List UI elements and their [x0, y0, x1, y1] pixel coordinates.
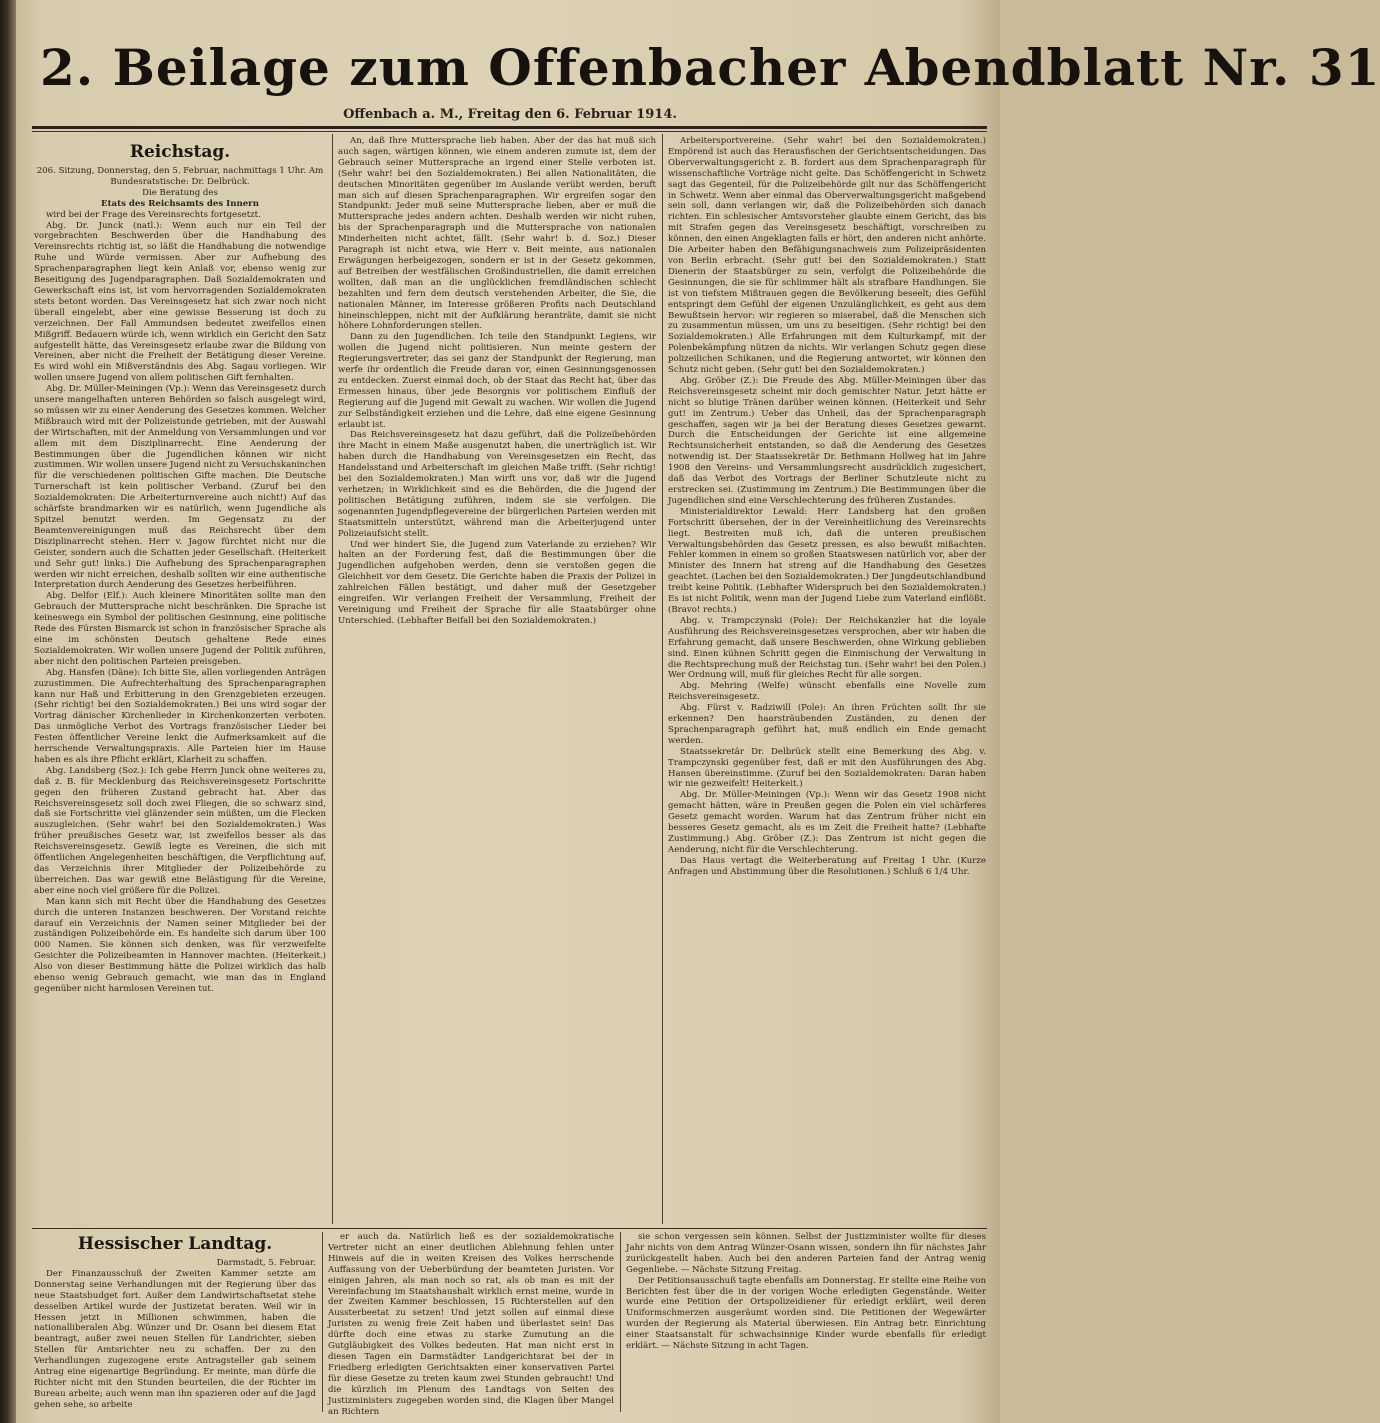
masthead-rule: [32, 126, 987, 129]
agenda-line: Die Beratung des: [142, 187, 218, 198]
reichstag-heading: Reichstag.: [129, 142, 231, 162]
article-paragraph: Abg. Dr. Müller-Meiningen (Vp.): Wenn das Vereinsgesetz durch unsere mangelhaften unteren Behörden so falsch ausgelegt wird, so müssen wir zu einer Aenderung des Gesetzes kommen. Welcher Mißbrauch wird mit der Polizeistunde getrieben, mit der Auswahl der Wirtschaften, mit der Anmeldung von Versammlungen und vor allem mit dem Disziplinarrecht. Eine Aenderung der Bestimmungen über die Jugendlichen können wir nicht zustimmen. Wir wollen unsere Jugend nicht zu Versuchskaninchen für die verschiedenen politischen Gifte machen. Die Deutsche Turnerschaft ist kein politischer Verband. (Zuruf bei den Sozialdemokraten: Die Arbeiterturnvereine auch nicht!) Auf das schärfste brandmarken wir es natürlich, wenn Jugendliche als Spitzel benutzt werden. Im Gegensatz zu der Beamtenvereinigungen muß das Reichsrecht über dem Disziplinarrecht stehen. Herr v. Jagow fürchtet nicht nur die Geister, sondern auch die Schatten jeder Gesellschaft. (Heiterkeit und Sehr gut! links.) Die Aufhebung des Sprachenparagraphen werden wir nicht erreichen, deshalb sollten wir eine authentische Interpretation durch Aenderung des Gesetzes herbeiführen.: [34, 384, 326, 591]
article-paragraph: wird bei der Frage des Vereinsrechts fortgesetzt.: [46, 209, 261, 220]
article-paragraph: er auch da. Natürlich ließ es der sozialdemokratische Vertreter nicht an einer deutlichen Ablehnung fehlen unter Hinweis auf die in weiten Kreisen des Volkes herrschende Auffassung von der Ueberbürdung der beamteten Juristen. Vor einigen Jahren, als man noch so rat, als ob man es mit der Vereinfachung im Staatshaushalt wirklich ernst meine, wurde in der Zweiten Kammer beschlossen, 15 Richterstellen auf den Aussterbeetat zu setzen! Und jetzt sollen auf einmal diese Juristen zu wenig freie Zeit haben und überlastet sein! Das dürfte doch eine etwas zu starke Zumutung an die Gutgläubigkeit des Volkes bedeuten. Hat man nicht erst in diesen Tagen ein Darmstädter Landgerichtsrat bei der in Friedberg erledigten Gerichtsakten einer konservativen Partei für diese Gesetze zu treten kaum zwei Stunden gebraucht! Und die kürzlich im Plenum des Landtags von Seiten des Justizministers zugegeben worden sind, die Klagen über Mangel an Richtern: [328, 1232, 614, 1417]
article-paragraph: Das Haus vertagt die Weiterberatung auf Freitag 1 Uhr. (Kurze Anfragen und Abstimmung über die Resolutionen.) Schluß 6 1/4 Uhr.: [668, 855, 986, 877]
article-paragraph: Dann zu den Jugendlichen. Ich teile den Standpunkt Legiens, wir wollen die Jugend nicht politisieren. Nun meinte gestern der Regierungsvertreter, das sei ganz der Standpunkt der Regierung, man werfe ihr ordentlich die Freude daran vor, einen Gesinnungsgenossen zu entdecken. Zuerst einmal doch, ob der Staat das Recht hat, über das Ermessen hinaus, über jede Besorgnis vor politischem Einfluß der Regierung auf die Jugend mit Gewalt zu wachen. Wir wollen die Jugend zur Selbständigkeit erziehen und die Lehre, daß eine eigene Gesinnung erlaubt ist.: [338, 332, 656, 430]
agenda-subheading: Etats des Reichsamts des Innern: [101, 198, 259, 209]
article-paragraph: Abg. v. Trampczynski (Pole): Der Reichskanzler hat die loyale Ausführung des Reichsvereinsgesetzes versprochen, aber wir haben die Erfahrung gemacht, daß unsere Beschwerden, ohne Wirkung geblieben sind. Einen kühnen Schritt gegen die Einmischung der Verwaltung in die Rechtsprechung muß der Reichstag tun. (Sehr wahr! bei den Polen.) Wer Ordnung will, muß für gleiches Recht für alle sorgen.: [668, 615, 986, 681]
session-info: 206. Sitzung, Donnerstag, den 5. Februar, nachmittags 1 Uhr. Am Bundesratstische: Dr. Delbrück.: [36, 166, 324, 187]
article-paragraph: Abg. Dr. Junck (natl.): Wenn auch nur ein Teil der vorgebrachten Beschwerden über die Handhabung des Vereinsrechts richtig ist, so läßt die Handhabung die notwendige Ruhe und Würde vermissen. Aber zur Aufhebung des Sprachenparagraphen liegt kein Anlaß vor, ebenso wenig zur Beseitigung des Jugendparagraphen. Daß Sozialdemokraten und Gewerkschaft eins ist, ist vom hervorragenden Sozialdemokraten stets betont worden. Das Vereinsgesetz hat sich zwar noch nicht überall eingelebt, aber eine gewisse Besserung ist doch zu verzeichnen. Der Fall Ammundsen bedeutet zweifellos einen Mißgriff. Bedauern würde ich, wenn wirklich ein Gericht den Satz aufgestellt hätte, das Vereinsgesetz erlaube zwar die Bildung von Vereinen, aber nicht die Freiheit der Betätigung dieser Vereine. Es wird wohl ein Mißverständnis des Abg. Sagau vorliegen. Wir wollen unsere Jugend von allem politischen Gift fernhalten.: [34, 220, 326, 384]
article-paragraph: Arbeitersportvereine. (Sehr wahr! bei den Sozialdemokraten.) Empörend ist auch das Herausfischen der Gerichtsentscheidungen. Das Oberverwaltungsgericht z. B. fordert aus dem Sprachenparagraph für wissenschaftliche Vorträge nicht gelte. Das Schöffengericht in Schwetz sagt das Gegenteil, für die Polizeibehörde gilt nur das Schöffengericht in Schwetz. Wenn aber einmal das Oberverwaltungsgericht maßgebend sein soll, dann verlangen wir, daß die Polizeibehörden sich danach richten. Ein schlesischer Amtsvorsteher glaubte einem Gericht, das bis mit Strafen gegen das Vereinsgesetz beschäftigt, vorschreiben zu können, den einen Angeklagten falls er hört, den anderen nicht anhörte. Die Arbeiter haben den Befähigungsnachweis zum Polizeipräsidenten von Berlin erbracht. (Sehr gut! bei den Sozialdemokraten.) Statt Dienerin der Staatsbürger zu sein, verfolgt die Polizeibehörde die Gesinnungen, die sie für schlimmer hält als strafbare Handlungen. Sie ist von tiefstem Mißtrauen gegen die Bevölkerung beseelt; dies Gefühl entspringt dem Gefühl der eigenen Unzulänglichkeit, es geht aus dem Bewußtsein hervor: wir regieren so miserabel, daß die Menschen sich zu zusammentun müssen, um uns zu beseitigen. (Sehr richtig! bei den Sozialdemokraten.) Alle Erfahrungen mit dem Kulturkampf, mit der Polenbekämpfung nützen da nichts. Wir verlangen Schutz gegen diese polizeilichen Schikanen, und die Regierung antwortet, wir können den Schutz nicht geben. (Sehr gut! bei den Sozialdemokraten.): [668, 136, 986, 376]
article-paragraph: Staatssekretär Dr. Delbrück stellt eine Bemerkung des Abg. v. Trampczynski gegenüber fest, daß er mit den Ausführungen des Abg. Hansen übereinstimme. (Zuruf bei den Sozialdemokraten: Daran haben wir nie gezweifelt! Heiterkeit.): [668, 746, 986, 790]
reichstag-column-1: [34, 136, 326, 1224]
article-paragraph: Ministerialdirektor Lewald: Herr Landsberg hat den großen Fortschritt übersehen, der in der Vereinheitlichung des Vereinsrechts liegt. Bestreiten muß ich, daß die unteren preußischen Verwaltungsbehörden das Gesetz pressen, es also bewußt mißachten. Fehler kommen in einem so großen Staatswesen natürlich vor, aber der Minister des Innern hat streng auf die Handhabung des Gesetzes geachtet. (Lachen bei den Sozialdemokraten.) Der Jungdeutschlandbund treibt keine Politik. (Lebhafter Widerspruch bei den Sozialdemokraten.) Es ist nicht Politik, wenn man der Jugend Liebe zum Vaterland einflößt. (Bravo! rechts.): [668, 506, 986, 615]
article-paragraph: Abg. Hansfen (Däne): Ich bitte Sie, allen vorliegenden Anträgen zuzustimmen. Die Aufrechterhaltung des Sprachenparagraphen kann nur Haß und Erbitterung in den Grenzgebieten erzeugen. (Sehr richtig! bei den Sozialdemokraten.) Bei uns wird sogar der Vortrag dänischer Kirchenlieder in Kirchenkonzerten verboten. Das unmögliche Verbot des Vortrags französischer Lieder bei Festen öffentlicher Vereine lenkt die Aufmerksamkeit auf die herrschende Verwaltungspraxis. Alle Parteien hier im Hause haben es als ihre Pflicht erklärt, Klarheit zu schaffen.: [34, 667, 326, 765]
article-paragraph: Man kann sich mit Recht über die Handhabung des Gesetzes durch die unteren Instanzen beschweren. Der Vorstand reichte darauf ein Verzeichnis der Namen seiner Mitglieder bei der zuständigen Polizeibehörde ein. Es handelte sich darum über 100 000 Namen. Sie können sich denken, was für verzweifelte Gesichter die Polizeibeamten in Hannover machten. (Heiterkeit.) Also von dieser Bestimmung hätte die Polizei wirklich das halb ebenso wenig Gebrauch gemacht, wie man das in England gegenüber nicht harmlosen Vereinen tut.: [34, 896, 326, 994]
article-paragraph: Abg. Fürst v. Radziwill (Pole): An ihren Früchten sollt Ihr sie erkennen? Den haarsträubenden Zuständen, zu denen der Sprachenparagraph geführt hat, muß endlich ein Ende gemacht werden.: [668, 703, 986, 746]
article-paragraph: Abg. Delfor (Elf.): Auch kleinere Minoritäten sollte man den Gebrauch der Muttersprache nicht beschränken. Die Sprache ist keineswegs ein Symbol der politischen Gesinnung, eine politische Rede des Fürsten Bismarck ist schon in französischer Sprache als eine im schönsten Deutsch gehaltene Rede eines Sozialdemokraten. Wir wollen unsere Jugend der Politik zuführen, aber nicht den politischen Parteien preisgeben.: [34, 591, 326, 667]
article-paragraph: sie schon vergessen sein können. Selbst der Justizminister wollte für dieses Jahr nichts von dem Antrag Wünzer-Osann wissen, sondern ihn für nächstes Jahr zurückgestellt haben. Auch bei den anderen Parteien fand der Antrag wenig Gegenliebe. — Nächste Sitzung Freitag.: [626, 1232, 986, 1275]
article-paragraph: Und wer hindert Sie, die Jugend zum Vaterlande zu erziehen? Wir halten an der Forderung fest, daß die Bestimmungen über die Jugendlichen aufgehoben werden, denn sie verstoßen gegen die Gleichheit vor dem Gesetz. Die Gerichte haben die Praxis der Polizei in zahlreichen Fällen bestätigt, und daher muß der Gesetzgeber eingreifen. Wir verlangen Freiheit der Versammlung, Freiheit der Vereinigung und Freiheit der Sprache für alle Staatsbürger ohne Unterschied. (Lebhafter Beifall bei den Sozialdemokraten.): [338, 539, 656, 626]
column-rule: [662, 134, 663, 1224]
reichstag-column-3: [668, 136, 986, 1224]
article-paragraph: Abg. Mehring (Welfe) wünscht ebenfalls eine Novelle zum Reichsvereinsgesetz.: [668, 681, 986, 703]
article-paragraph: Abg. Dr. Müller-Meiningen (Vp.): Wenn wir das Gesetz 1908 nicht gemacht hätten, wäre in Preußen gegen die Polen ein viel schärferes Gesetz gemacht worden. Warum hat das Zentrum früher nicht ein besseres Gesetz gemacht, als es im Zeit die Freiheit hatte? (Lebhafte Zustimmung.) Abg. Gröber (Z.): Das Zentrum ist nicht gegen die Aenderung, nicht für die Verschlechterung.: [668, 790, 986, 855]
masthead-dateline: Offenbach a. M., Freitag den 6. Februar 1914.: [343, 107, 677, 122]
article-paragraph: Das Reichsvereinsgesetz hat dazu geführt, daß die Polizeibehörden ihre Macht in einem Maße ausgenutzt haben, die unerträglich ist. Wir haben durch die Handhabung von Vereinsgesetzen ein Recht, das Handelsstand und Arbeiterschaft im gleichen Maße trifft. (Sehr richtig! bei den Sozialdemokraten.) Man wirft uns vor, daß wir die Jugend verhetzen; in Wirklichkeit sind es die Behörden, die die Jugend der politischen Betätigung zuführen, indem sie sie verfolgen. Die sogenannten Jugendpflegevereine der bürgerlichen Parteien werden mit Staatsmitteln unterstützt, während man die Arbeiterjugend unter Polizeiaufsicht stellt.: [338, 430, 656, 539]
reichstag-column-2: [338, 136, 656, 1224]
landtag-column-3: [626, 1232, 986, 1412]
article-paragraph: Abg. Landsberg (Soz.): Ich gebe Herrn Junck ohne weiteres zu, daß z. B. für Mecklenburg das Reichsvereinsgesetz Fortschritte gegen den früheren Zustand gebracht hat. Aber das Reichsvereinsgesetz soll doch zwei Fliegen, die so schwarz sind, daß sie Fortschritte viel glänzender sein müßten, um die Flecken auszugleichen. (Sehr wahr! bei den Sozialdemokraten.) Was früher preußisches Gesetz war, ist zweifellos besser als das Reichsvereinsgesetz. Gewiß legte es Vereinen, die sich mit öffentlichen Angelegenheiten beschäftigen, die Verpflichtung auf, das Verzeichnis ihrer Mitglieder der Polizeibehörde zu überreichen. Das war gewiß eine Belästigung für die Vereine, aber eine noch viel größere für die Polizei.: [34, 765, 326, 896]
article-paragraph: An, daß Ihre Muttersprache lieb haben. Aber der das hat muß sich auch sagen, wärtigen können, wie einem anderen zumute ist, dem der Gebrauch seiner Muttersprache an irgend einer Stelle verboten ist. (Sehr wahr! bei den Sozialdemokraten.) Bei allen Nationalitäten, die deutschen Minoritäten gegenüber im Auslande verübt werden, beruft man sich auf diesen Sprachenparagraphen. Wir ergreifen sogar den Standpunkt: Jeder muß seine Muttersprache lieben, aber er muß die Muttersprache jedes andern achten. Deshalb werden wir nicht ruhen, bis der Sprachenparagraph und die Muttersprache von nationalen Minderheiten nicht achtet, fällt. (Sehr wahr! b. d. Soz.) Dieser Paragraph ist nicht etwa, wie Herr v. Beit meinte, aus nationalen Erwägungen herbeigezogen, sondern er ist in der Gesetz gekommen, auf Betreiben der westfälischen Großindustriellen, die damit erreichen wollten, daß man an die unglücklichen fremdländischen schlecht bezahlten und fern dem deutsch verstehenden Arbeiter, die Sie, die nationalen Männer, im Interesse größeren Profits nach Deutschland hineinschleppen, nicht mit der Aufklärung heranträte, damit sie nicht höhere Lohnforderungen stellen.: [338, 136, 656, 332]
section-rule: [32, 1228, 987, 1229]
column-rule: [620, 1232, 621, 1412]
binding-edge: [0, 0, 16, 1423]
landtag-column-2: [328, 1232, 614, 1417]
column-rule: [322, 1232, 323, 1412]
masthead-rule-thin: [32, 131, 987, 132]
landtag-column-1: [34, 1232, 316, 1412]
masthead-title: 2. Beilage zum Offenbacher Abendblatt Nr. 31: [40, 38, 1380, 97]
landtag-dateline: Darmstadt, 5. Februar.: [216, 1258, 316, 1268]
landtag-heading: Hessischer Landtag.: [77, 1234, 273, 1254]
article-paragraph: Abg. Gröber (Z.): Die Freude des Abg. Müller-Meiningen über das Reichsvereinsgesetz scheint mir doch gemischter Natur. Jetzt hätte er nicht so blutige Tränen darüber weinen können. (Heiterkeit und Sehr gut! im Zentrum.) Ueber das Unheil, das der Sprachenparagraph geschaffen, sagen wir ja bei der Beratung dieses Gesetzes gewarnt. Durch die Entscheidungen der Gerichte ist eine allgemeine Rechtsunsicherheit entstanden, so daß die Aenderung des Gesetzes notwendig ist. Der Staatssekretär Dr. Bethmann Hollweg hat im Jahre 1908 den Vereins- und Versammlungsrecht ausdrücklich zugesichert, daß das Verbot des Vortrags der Berliner Schutzleute nicht zu erstrecken sei. (Zustimmung im Zentrum.) Die Bestimmungen über die Jugendlichen sind eine Verschlechterung des früheren Zustandes.: [668, 375, 986, 506]
article-paragraph: Der Finanzausschuß der Zweiten Kammer setzte am Donnerstag seine Verhandlungen mit der Regierung über das neue Staatsbudget fort. Außer dem Landwirtschaftsetat stehe desselben Artikel wurde der Justizetat beraten. Weil wir in Hessen jetzt in Millionen schwimmen, haben die nationalliberalen Abg. Wünzer und Dr. Osann bei diesem Etat beantragt, außer zwei neuen Stellen für Landrichter, sieben Stellen für Amtsrichter neu zu schaffen. Der zu den Verhandlungen zugezogene erste Antragsteller gab seinem Antrag eine eigenartige Begründung. Er meinte, man dürfe die Richter nicht mit den Stunden beurteilen, die der Richter im Bureau arbeite; auch wenn man ihn spazieren oder auf die Jagd gehen sehe, so arbeite: [34, 1268, 316, 1410]
column-rule: [332, 134, 333, 1224]
article-paragraph: Der Petitionsausschuß tagte ebenfalls am Donnerstag. Er stellte eine Reihe von Berichten fest über die in der vorigen Woche erledigten Gegenstände. Weiter wurde eine Petition der Ortspolizeidiener für erledigt erklärt, weil deren Uniformschmerzen ausgeräumt worden sind. Die Petitionen der Wegewärter wurden der Regierung als Material überwiesen. Ein Antrag betr. Einrichtung einer Staatsanstalt für schwachsinnige Kinder wurde ebenfalls für erledigt erklärt. — Nächste Sitzung in acht Tagen.: [626, 1275, 986, 1352]
